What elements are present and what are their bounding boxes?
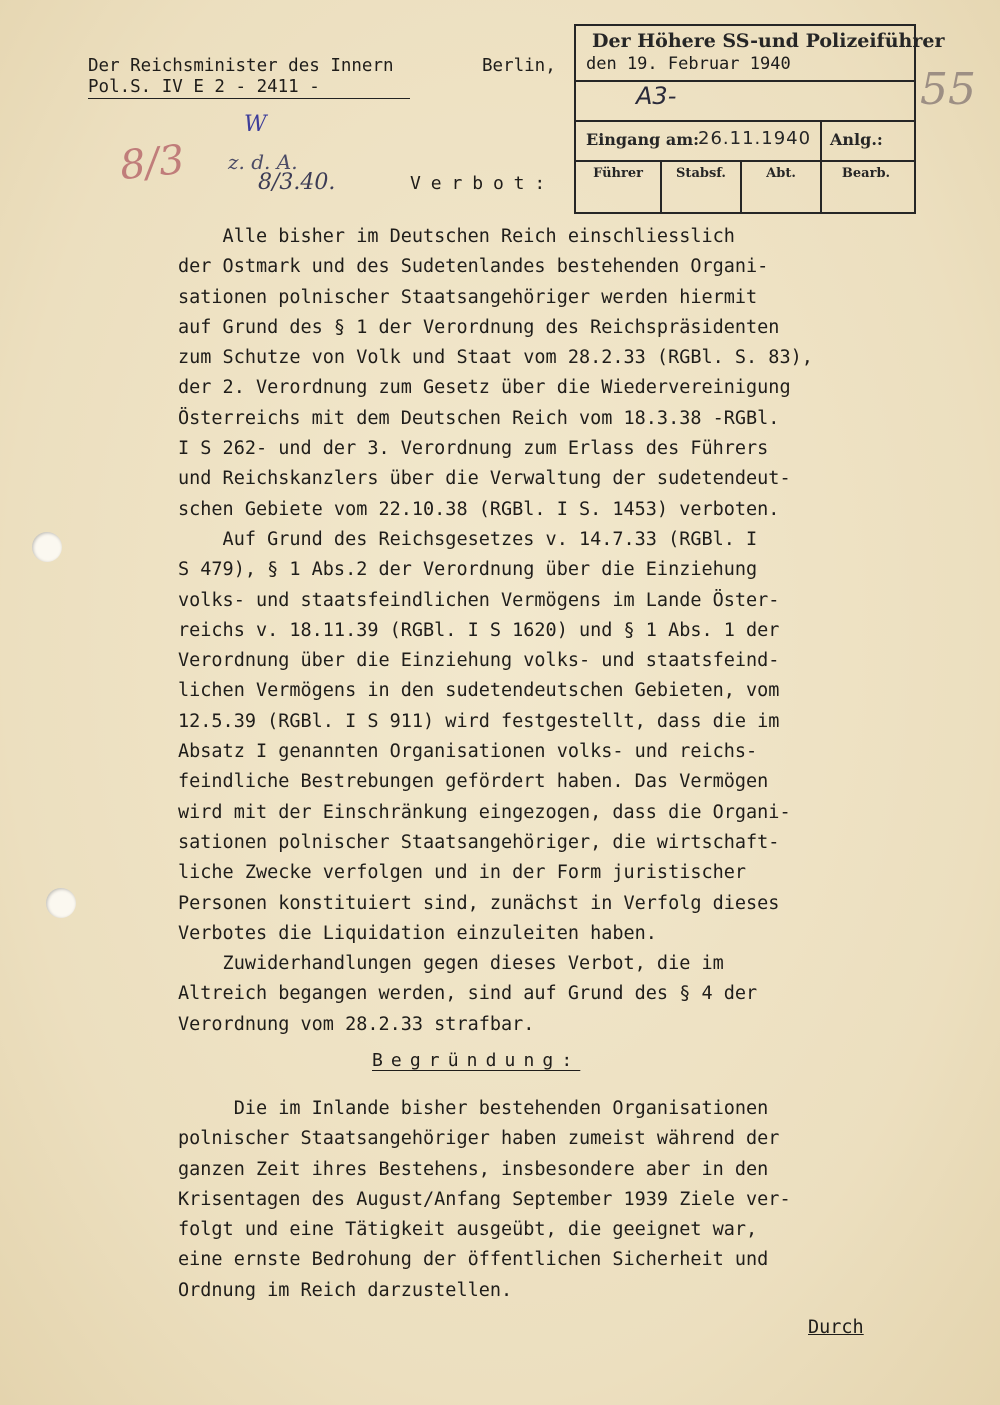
text-line: Absatz I genannten Organisationen volks- und reichs-	[178, 741, 758, 763]
blue-pencil-mark: W	[244, 112, 267, 137]
stamp-routing-fuehrer: Führer	[576, 160, 662, 212]
stamp-date-line: den 19. Februar 1940	[586, 54, 791, 74]
stamp-title: Der Höhere SS-und Polizeiführer	[592, 30, 945, 52]
text-line: Zuwiderhandlungen gegen dieses Verbot, die im	[178, 953, 724, 975]
text-line: zum Schutze von Volk und Staat vom 28.2.33 (RGBl. S. 83),	[178, 347, 813, 369]
pencil-note-zda: z. d. A.	[228, 150, 298, 174]
sender-name: Der Reichsminister des Innern	[88, 56, 394, 76]
text-line: Die im Inlande bisher bestehenden Organisationen	[178, 1098, 769, 1119]
punch-hole-bottom	[46, 888, 76, 918]
text-line: Verbotes die Liquidation einzuleiten haben.	[178, 922, 657, 944]
stamp-attachment-label: Anlg.:	[830, 130, 883, 149]
text-line: Altreich begangen werden, sind auf Grund des § 4 der	[178, 983, 758, 1005]
stamp-receipt-label: Eingang am:	[586, 130, 700, 149]
text-line: der Ostmark und des Sudetenlandes bestehenden Organi-	[178, 256, 769, 278]
text-line: Alle bisher im Deutschen Reich einschliesslich	[178, 226, 735, 247]
section-title-begruendung: Begründung:	[372, 1050, 581, 1071]
receipt-stamp	[574, 24, 945, 214]
text-line: der 2. Verordnung zum Gesetz über die Wiedervereinigung	[178, 377, 791, 399]
text-line: sationen polnischer Staatsangehöriger werden hiermit	[178, 286, 758, 308]
text-line: 12.5.39 (RGBl. I S 911) wird festgestellt, dass die im	[178, 710, 780, 732]
sender-block	[88, 56, 410, 99]
text-line: Krisentagen des August/Anfang September 1939 Ziele ver-	[178, 1188, 791, 1210]
text-line: Personen konstituiert sind, zunächst in Verfolg dieses	[178, 892, 780, 914]
text-line: schen Gebiete vom 22.10.38 (RGBl. I S. 1453) verboten.	[178, 498, 780, 520]
stamp-routing-stabsf: Stabsf.	[662, 160, 742, 212]
text-line: auf Grund des § 1 der Verordnung des Reichspräsidenten	[178, 316, 780, 338]
stamp-receipt-date: 26.11.1940	[698, 128, 812, 149]
text-line: lichen Vermögens in den sudetendeutschen Gebieten, vom	[178, 680, 780, 702]
text-line: reichs v. 18.11.39 (RGBl. I S 1620) und § 1 Abs. 1 der	[178, 619, 780, 641]
text-line: volks- und staatsfeindlichen Vermögens im Lande Öster-	[178, 589, 780, 611]
text-line: Auf Grund des Reichsgesetzes v. 14.7.33 (RGBl. I	[178, 528, 758, 550]
red-pencil-note: 8/3	[117, 136, 187, 190]
pencil-note-date: 8/3.40.	[258, 170, 336, 195]
text-line: sationen polnischer Staatsangehöriger, die wirtschaft-	[178, 831, 780, 853]
text-line: Verordnung vom 28.2.33 strafbar.	[178, 1013, 535, 1035]
verbot-text	[178, 222, 878, 1040]
stamp-routing-abt: Abt.	[742, 160, 822, 212]
continuation-word: Durch	[808, 1317, 864, 1338]
text-line: I S 262- und der 3. Verordnung zum Erlass des Führers	[178, 438, 769, 460]
text-line: feindliche Bestrebungen gefördert haben. Das Vermögen	[178, 771, 769, 793]
text-line: ganzen Zeit ihres Bestehens, insbesondere aber in den	[178, 1158, 769, 1180]
text-line: S 479), § 1 Abs.2 der Verordnung über die Einziehung	[178, 559, 758, 581]
text-line: polnischer Staatsangehöriger haben zumeist während der	[178, 1128, 780, 1150]
folio-number: 55	[920, 64, 976, 115]
text-line: Verordnung über die Einziehung volks- und staatsfeind-	[178, 650, 780, 672]
text-line: folgt und eine Tätigkeit ausgeübt, die geeignet war,	[178, 1219, 758, 1241]
text-line: Österreichs mit dem Deutschen Reich vom 18.3.38 -RGBl.	[178, 407, 780, 429]
text-line: eine ernste Bedrohung der öffentlichen Sicherheit und	[178, 1249, 769, 1271]
text-line: wird mit der Einschränkung eingezogen, dass die Organi-	[178, 801, 791, 823]
begruendung-text	[178, 1094, 878, 1306]
text-line: liche Zwecke verfolgen und in der Form juristischer	[178, 862, 747, 884]
place: Berlin,	[482, 56, 556, 76]
punch-hole-top	[32, 532, 62, 562]
section-title-verbot: Verbot:	[410, 173, 556, 194]
stamp-routing-bearb: Bearb.	[841, 166, 891, 181]
file-reference: Pol.S. IV E 2 - 2411 -	[88, 77, 410, 99]
text-line: und Reichskanzlers über die Verwaltung der sudetendeut-	[178, 468, 791, 490]
text-line: Ordnung im Reich darzustellen.	[178, 1279, 513, 1301]
stamp-file-mark: A3-	[636, 82, 677, 110]
